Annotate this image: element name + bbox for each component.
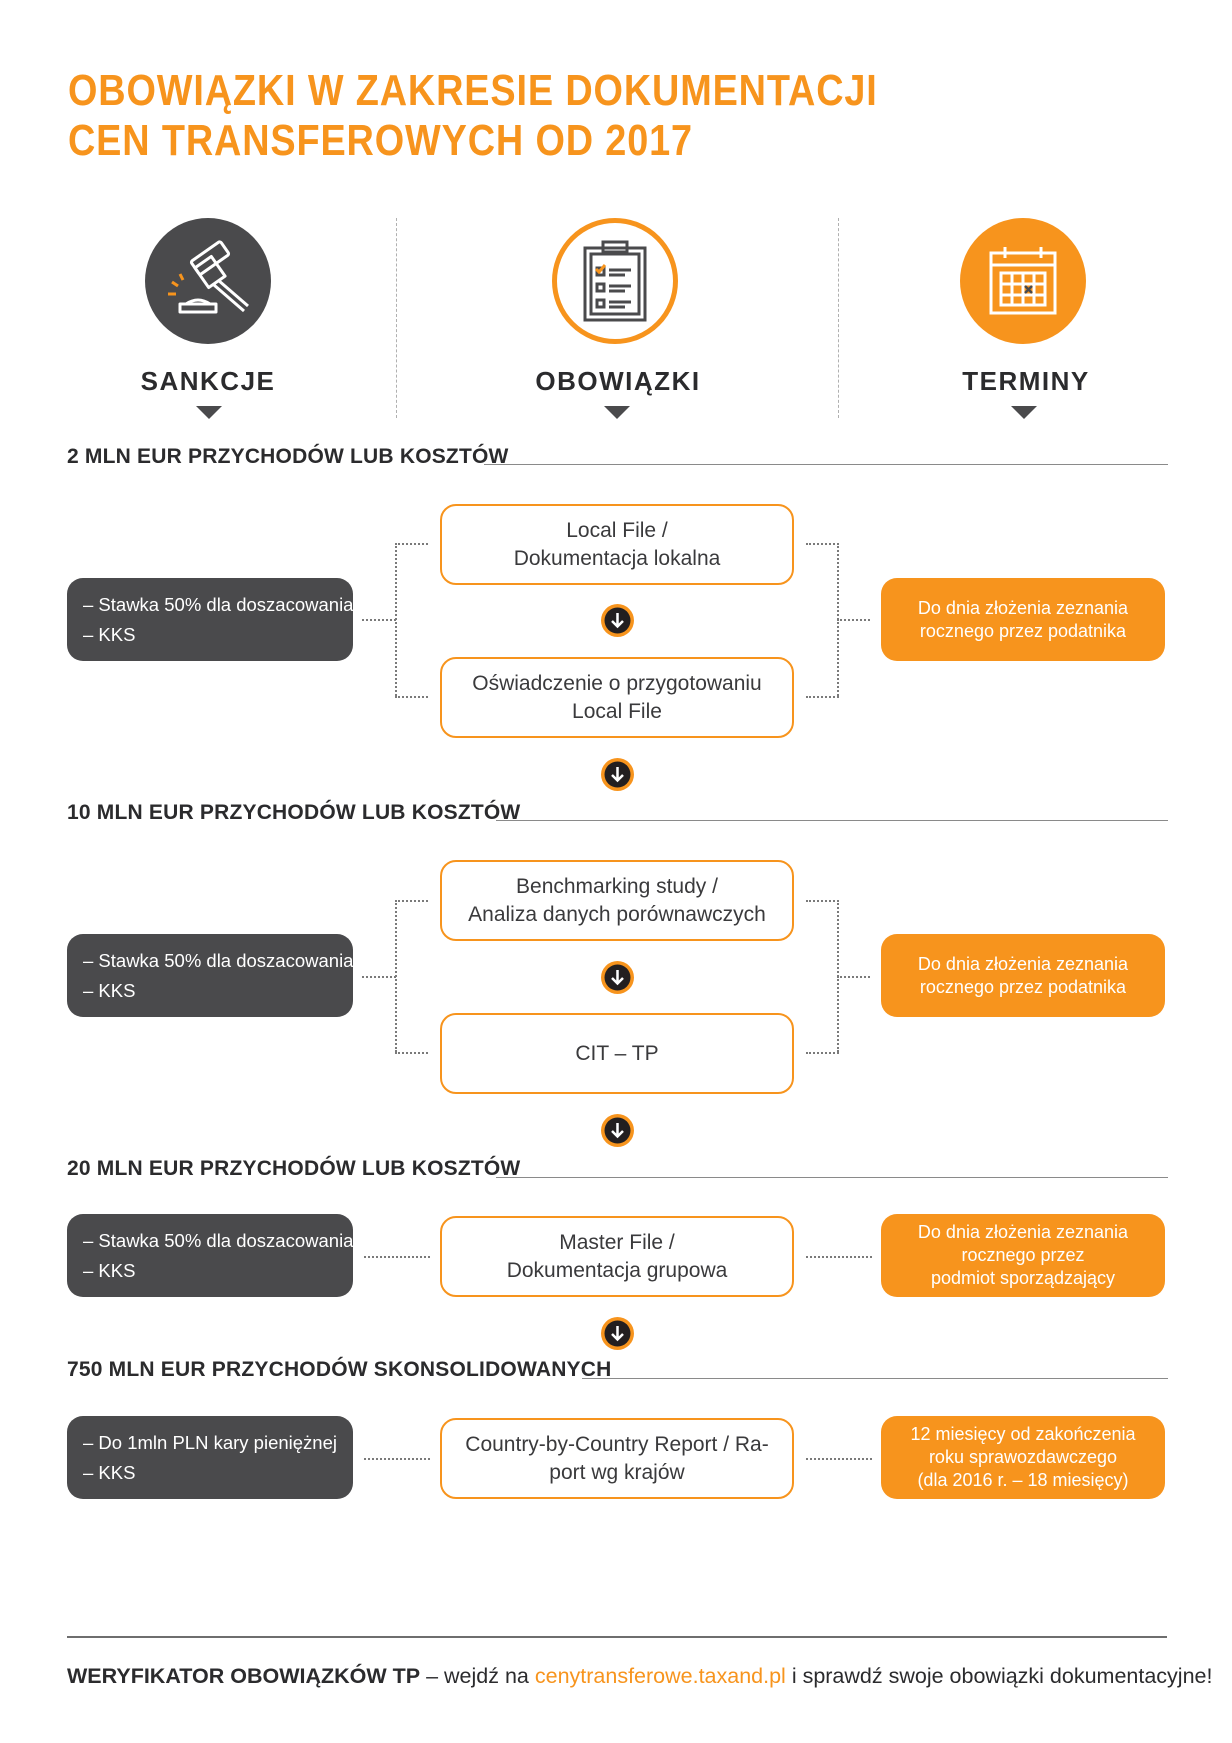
sanction-item: – Stawka 50% dla doszacowania: [83, 950, 354, 971]
section-title: 2 MLN EUR PRZYCHODÓW LUB KOSZTÓW: [67, 445, 509, 468]
deadline-line: Do dnia złożenia zeznania: [917, 597, 1129, 618]
deadline-box: [881, 578, 1165, 661]
deadline-line: roku sprawozdawczego: [928, 1447, 1118, 1467]
obligation-line: Local File /: [566, 518, 668, 542]
chevron-down-icon: [196, 406, 222, 419]
connector: [364, 1458, 430, 1460]
connector: [362, 976, 396, 978]
obligation-line: Dokumentacja grupowa: [506, 1258, 728, 1282]
column-label-sankcje: SANKCJE: [140, 366, 276, 396]
section-title: 20 MLN EUR PRZYCHODÓW LUB KOSZTÓW: [67, 1157, 521, 1180]
deadline-line: Do dnia złożenia zeznania: [917, 953, 1129, 974]
obligation-line: Dokumentacja lokalna: [513, 546, 721, 570]
obligation-line: Local File: [572, 699, 662, 723]
sanctions-box: [67, 1416, 353, 1499]
column-separator: [396, 218, 397, 418]
connector: [395, 543, 428, 545]
obligation-line: Benchmarking study /: [516, 874, 718, 898]
obligation-box: [440, 860, 794, 941]
footer-link[interactable]: cenytransferowe.taxand.pl: [534, 1664, 786, 1688]
connector: [837, 619, 870, 621]
connector: [395, 900, 428, 902]
sanction-item: – KKS: [83, 1462, 136, 1483]
connector: [837, 976, 870, 978]
connector: [806, 1256, 872, 1258]
obligation-line: Oświadczenie o przygotowaniu: [472, 671, 762, 695]
deadline-line: Do dnia złożenia zeznania: [917, 1222, 1129, 1242]
deadline-line: rocznego przez podatnika: [919, 976, 1127, 997]
deadline-line: rocznego przez: [961, 1245, 1085, 1265]
deadline-box: [881, 1214, 1165, 1297]
footer: [67, 1664, 1212, 1689]
deadline-line: podmiot sporządzający: [930, 1268, 1116, 1288]
connector: [806, 1458, 872, 1460]
gavel-icon: [145, 218, 271, 344]
deadline-box: [881, 1416, 1165, 1499]
obligation-box: [440, 657, 794, 738]
connector: [806, 900, 839, 902]
connector: [395, 543, 397, 696]
sanction-item: – Stawka 50% dla doszacowania: [83, 594, 354, 615]
sanction-item: – KKS: [83, 624, 136, 645]
column-label-obowiazki: OBOWIĄZKI: [535, 366, 701, 396]
arrow-down-icon: [601, 758, 634, 791]
sanction-item: – KKS: [83, 980, 136, 1001]
obligation-line: port wg krajów: [549, 1460, 685, 1484]
connector: [806, 1052, 839, 1054]
arrow-down-icon: [601, 604, 634, 637]
arrow-down-icon: [601, 1114, 634, 1147]
connector: [806, 543, 839, 545]
calendar-icon: [960, 218, 1086, 344]
connector: [362, 619, 396, 621]
obligation-box: [440, 1013, 794, 1094]
sanctions-box: [67, 1214, 353, 1297]
connector: [806, 696, 839, 698]
connector: [395, 900, 397, 1052]
sanction-item: – Stawka 50% dla doszacowania: [83, 1230, 354, 1251]
section-divider: [484, 464, 1168, 465]
obligation-line: Master File /: [559, 1230, 675, 1254]
deadline-line: 12 miesięcy od zakończenia: [910, 1424, 1136, 1444]
clipboard-checklist-icon: [552, 218, 678, 344]
connector: [364, 1256, 430, 1258]
obligation-line: Country-by-Country Report / Ra-: [465, 1432, 769, 1456]
obligation-line: CIT – TP: [575, 1041, 659, 1065]
obligation-box: [440, 1216, 794, 1297]
footer-bold: WERYFIKATOR OBOWIĄZKÓW TP: [67, 1664, 421, 1688]
footer-text: – wejdź na: [420, 1664, 535, 1688]
section-divider: [496, 1177, 1168, 1178]
sanctions-box: [67, 578, 353, 661]
connector: [395, 1052, 428, 1054]
arrow-down-icon: [601, 1317, 634, 1350]
chevron-down-icon: [604, 406, 630, 419]
footer-divider: [67, 1636, 1167, 1638]
page-title-line2: CEN TRANSFEROWYCH OD 2017: [68, 116, 693, 165]
sanction-item: – Do 1mln PLN kary pieniężnej: [83, 1432, 337, 1453]
obligation-line: Analiza danych porównawczych: [468, 902, 766, 926]
obligation-box: [440, 1418, 794, 1499]
deadline-line: (dla 2016 r. – 18 miesięcy): [917, 1470, 1129, 1490]
footer-text: i sprawdź swoje obowiązki dokumentacyjne!: [785, 1664, 1213, 1688]
column-separator: [838, 218, 839, 418]
column-label-terminy: TERMINY: [962, 366, 1090, 396]
section-divider: [496, 820, 1168, 821]
sanction-item: – KKS: [83, 1260, 136, 1281]
page-title: [68, 66, 1014, 166]
connector: [395, 696, 428, 698]
section-title: 10 MLN EUR PRZYCHODÓW LUB KOSZTÓW: [67, 801, 521, 824]
deadline-line: rocznego przez podatnika: [919, 620, 1127, 641]
chevron-down-icon: [1011, 406, 1037, 419]
obligation-box: [440, 504, 794, 585]
section-title: 750 MLN EUR PRZYCHODÓW SKONSOLIDOWANYCH: [67, 1358, 612, 1381]
sanctions-box: [67, 934, 353, 1017]
page-title-line1: OBOWIĄZKI W ZAKRESIE DOKUMENTACJI: [68, 66, 878, 115]
deadline-box: [881, 934, 1165, 1017]
arrow-down-icon: [601, 961, 634, 994]
section-divider: [582, 1378, 1168, 1379]
